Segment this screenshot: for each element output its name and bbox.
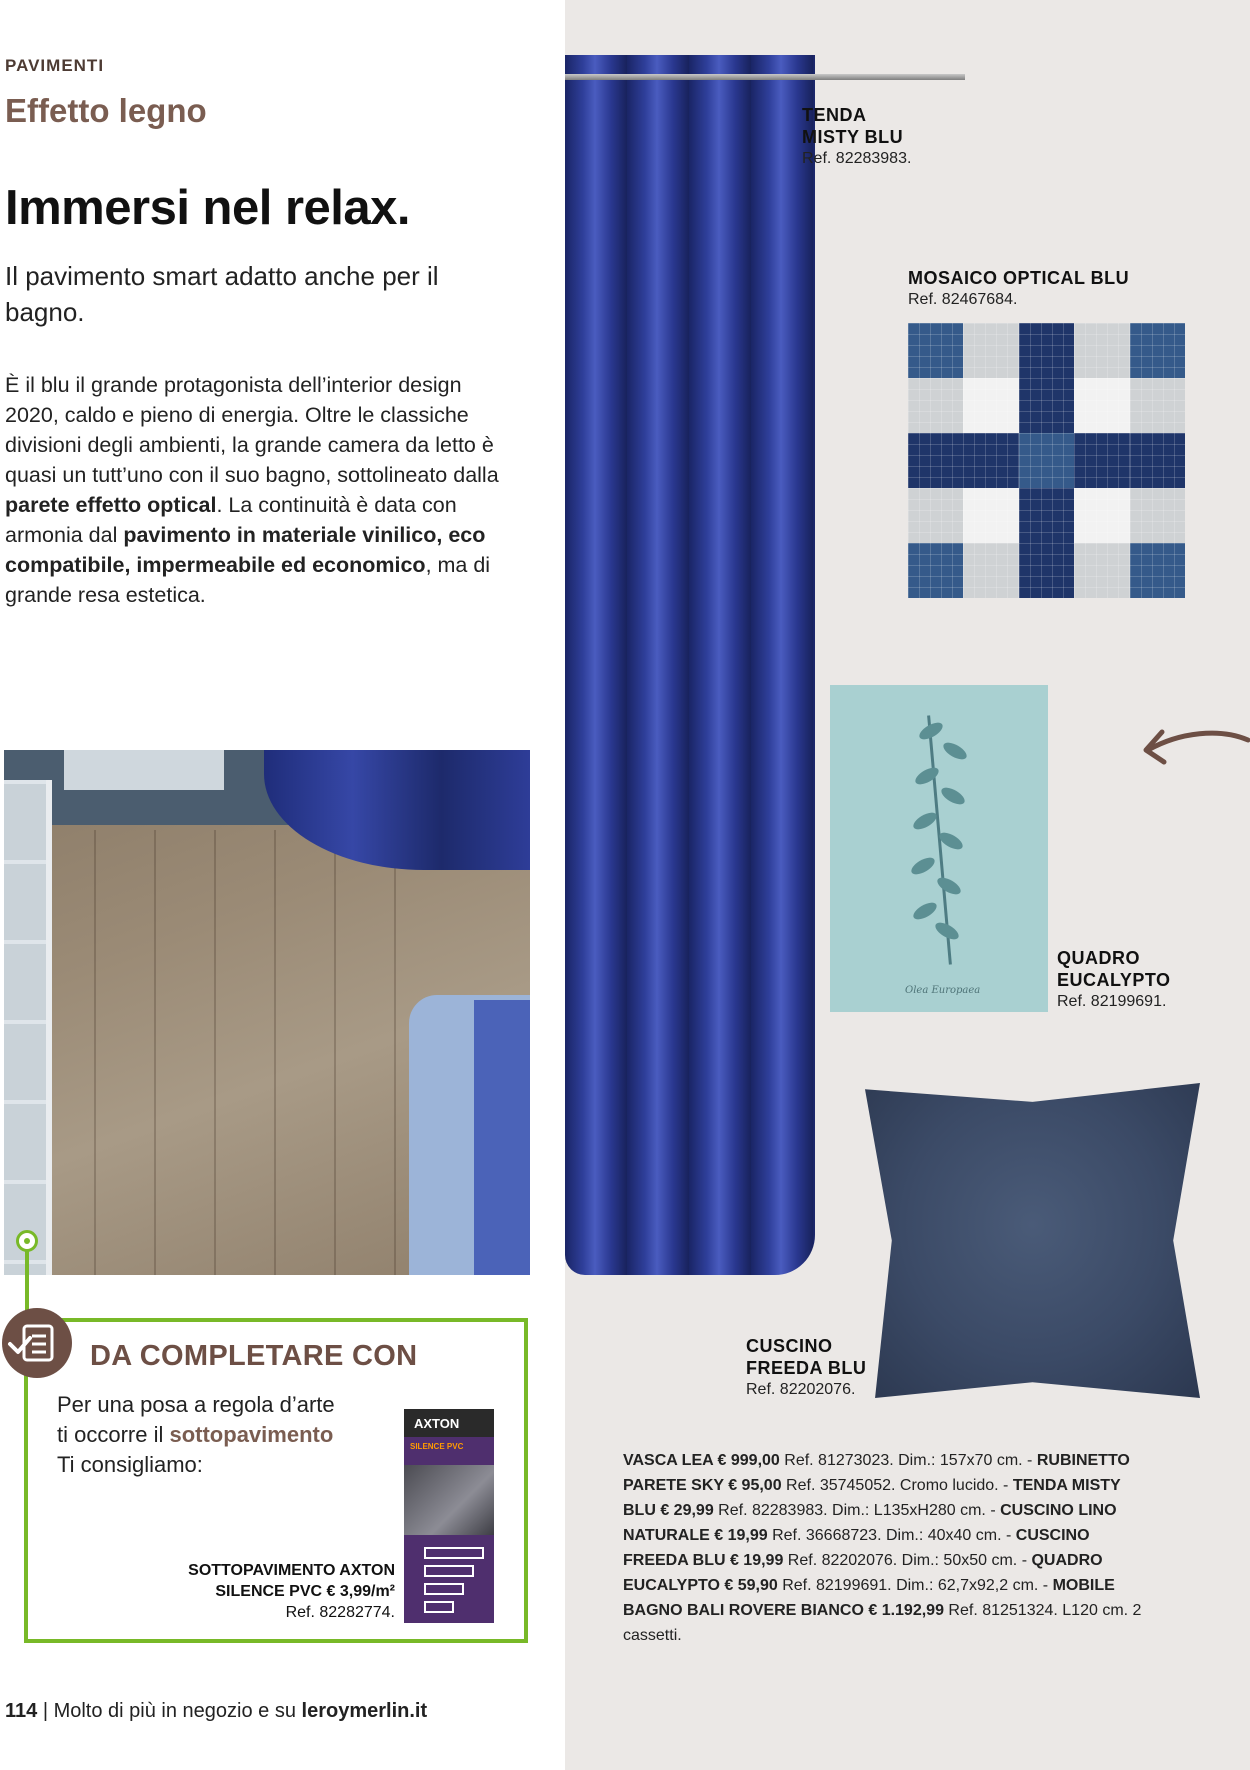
lead-text: Il pavimento smart adatto anche per il bagno.	[5, 261, 439, 327]
cuscino-ref: Ref. 82202076.	[746, 1381, 856, 1398]
complete-text-3: Ti consigliamo:	[57, 1452, 203, 1477]
footer-site-link[interactable]: leroymerlin.it	[301, 1700, 428, 1722]
mosaico-tag	[908, 267, 1129, 311]
mosaic-tile-image	[908, 323, 1185, 598]
body-bold-1: parete effetto optical	[5, 493, 217, 517]
cuscino-name-2: FREEDA BLU	[746, 1358, 867, 1378]
price-item-name: CUSCINO LINO NATURALE € 19,99	[623, 1502, 1117, 1544]
body-paragraph	[5, 370, 505, 610]
axton-name-1: SOTTOPAVIMENTO AXTON	[188, 1562, 395, 1579]
curtain-rod	[565, 74, 965, 80]
footer	[5, 1700, 427, 1723]
cushion-image	[865, 1083, 1200, 1398]
mosaico-ref: Ref. 82467684.	[908, 291, 1018, 308]
footer-separator: |	[37, 1700, 54, 1722]
complete-text-1: Per una posa a regola d’arte	[57, 1392, 335, 1417]
tenda-tag	[802, 104, 911, 170]
price-item-details: Ref. 81251324. L120 cm. 2 cassetti.	[623, 1602, 1142, 1644]
section-subtitle: Effetto legno	[5, 92, 207, 129]
price-item-details: Ref. 35745052. Cromo lucido. -	[781, 1477, 1013, 1494]
price-item-name: VASCA LEA € 999,00	[623, 1452, 780, 1469]
section-label: PAVIMENTI	[5, 56, 105, 75]
price-item-name: MOBILE BAGNO BALI ROVERE BIANCO € 1.192,99	[623, 1577, 1115, 1619]
mosaico-name: MOSAICO OPTICAL BLU	[908, 268, 1130, 288]
axton-name-2: SILENCE PVC € 3,99/m²	[215, 1583, 395, 1600]
cuscino-tag	[746, 1335, 866, 1401]
tenda-ref: Ref. 82283983.	[802, 150, 912, 167]
axton-brand: AXTON	[404, 1409, 494, 1437]
room-floor-photo	[4, 750, 530, 1275]
complete-text-accent: sottopavimento	[169, 1422, 334, 1447]
price-item-name: QUADRO EUCALYPTO € 59,90	[623, 1552, 1103, 1594]
price-item-details: Ref. 82199691. Dim.: 62,7x92,2 cm. -	[777, 1577, 1053, 1594]
body-text-3: , ma di grande resa estetica.	[5, 553, 491, 607]
axton-caption	[160, 1560, 395, 1623]
body-bold-2: pavimento in materiale vinilico, eco compatibile, impermeabile ed economico	[5, 523, 486, 577]
price-item-details: Ref. 81273023. Dim.: 157x70 cm. -	[779, 1452, 1037, 1469]
quadro-tag	[1057, 947, 1171, 1013]
price-item-name: TENDA MISTY BLU € 29,99	[623, 1477, 1121, 1519]
eucalyptus-print-image	[830, 685, 1048, 1012]
body-text-1: È il blu il grande protagonista dell’interior design 2020, caldo e pieno di energia. Oltre le classiche divisioni degli ambienti, la grande camera da letto è quasi un tutt’uno con il suo bagno, sottolineato dalla	[5, 373, 499, 487]
body-text-2: . La continuità è data con armonia dal	[5, 493, 457, 547]
axton-ref: Ref. 82282774.	[285, 1604, 395, 1621]
axton-package-image	[404, 1409, 494, 1623]
axton-sub: SILENCE PVC	[410, 1442, 464, 1451]
quadro-name-2: EUCALYPTO	[1057, 970, 1171, 990]
tenda-name-1: TENDA	[802, 105, 867, 125]
checklist-icon	[2, 1308, 72, 1378]
arrow-icon	[1140, 720, 1250, 780]
price-item-details: Ref. 82202076. Dim.: 50x50 cm. -	[783, 1552, 1032, 1569]
timeline-dot	[16, 1230, 38, 1252]
price-list	[623, 1448, 1143, 1648]
complete-with-text	[57, 1390, 367, 1480]
page-headline: Immersi nel relax.	[5, 181, 411, 235]
cuscino-name-1: CUSCINO	[746, 1336, 833, 1356]
price-item-details: Ref. 82283983. Dim.: L135xH280 cm. -	[713, 1502, 1001, 1519]
complete-text-2: ti occorre il	[57, 1422, 170, 1447]
print-signature: Olea Europaea	[905, 985, 981, 996]
tenda-name-2: MISTY BLU	[802, 127, 904, 147]
quadro-name-1: QUADRO	[1057, 948, 1140, 968]
price-item-name: RUBINETTO PARETE SKY € 95,00	[623, 1452, 1130, 1494]
quadro-ref: Ref. 82199691.	[1057, 993, 1167, 1010]
page-number: 114	[5, 1700, 38, 1722]
price-item-name: CUSCINO FREEDA BLU € 19,99	[623, 1527, 1090, 1569]
complete-with-title: DA COMPLETARE CON	[90, 1340, 418, 1372]
footer-text: Molto di più in negozio e su	[53, 1700, 302, 1722]
curtain-image	[565, 55, 815, 1275]
price-item-details: Ref. 36668723. Dim.: 40x40 cm. -	[767, 1527, 1016, 1544]
